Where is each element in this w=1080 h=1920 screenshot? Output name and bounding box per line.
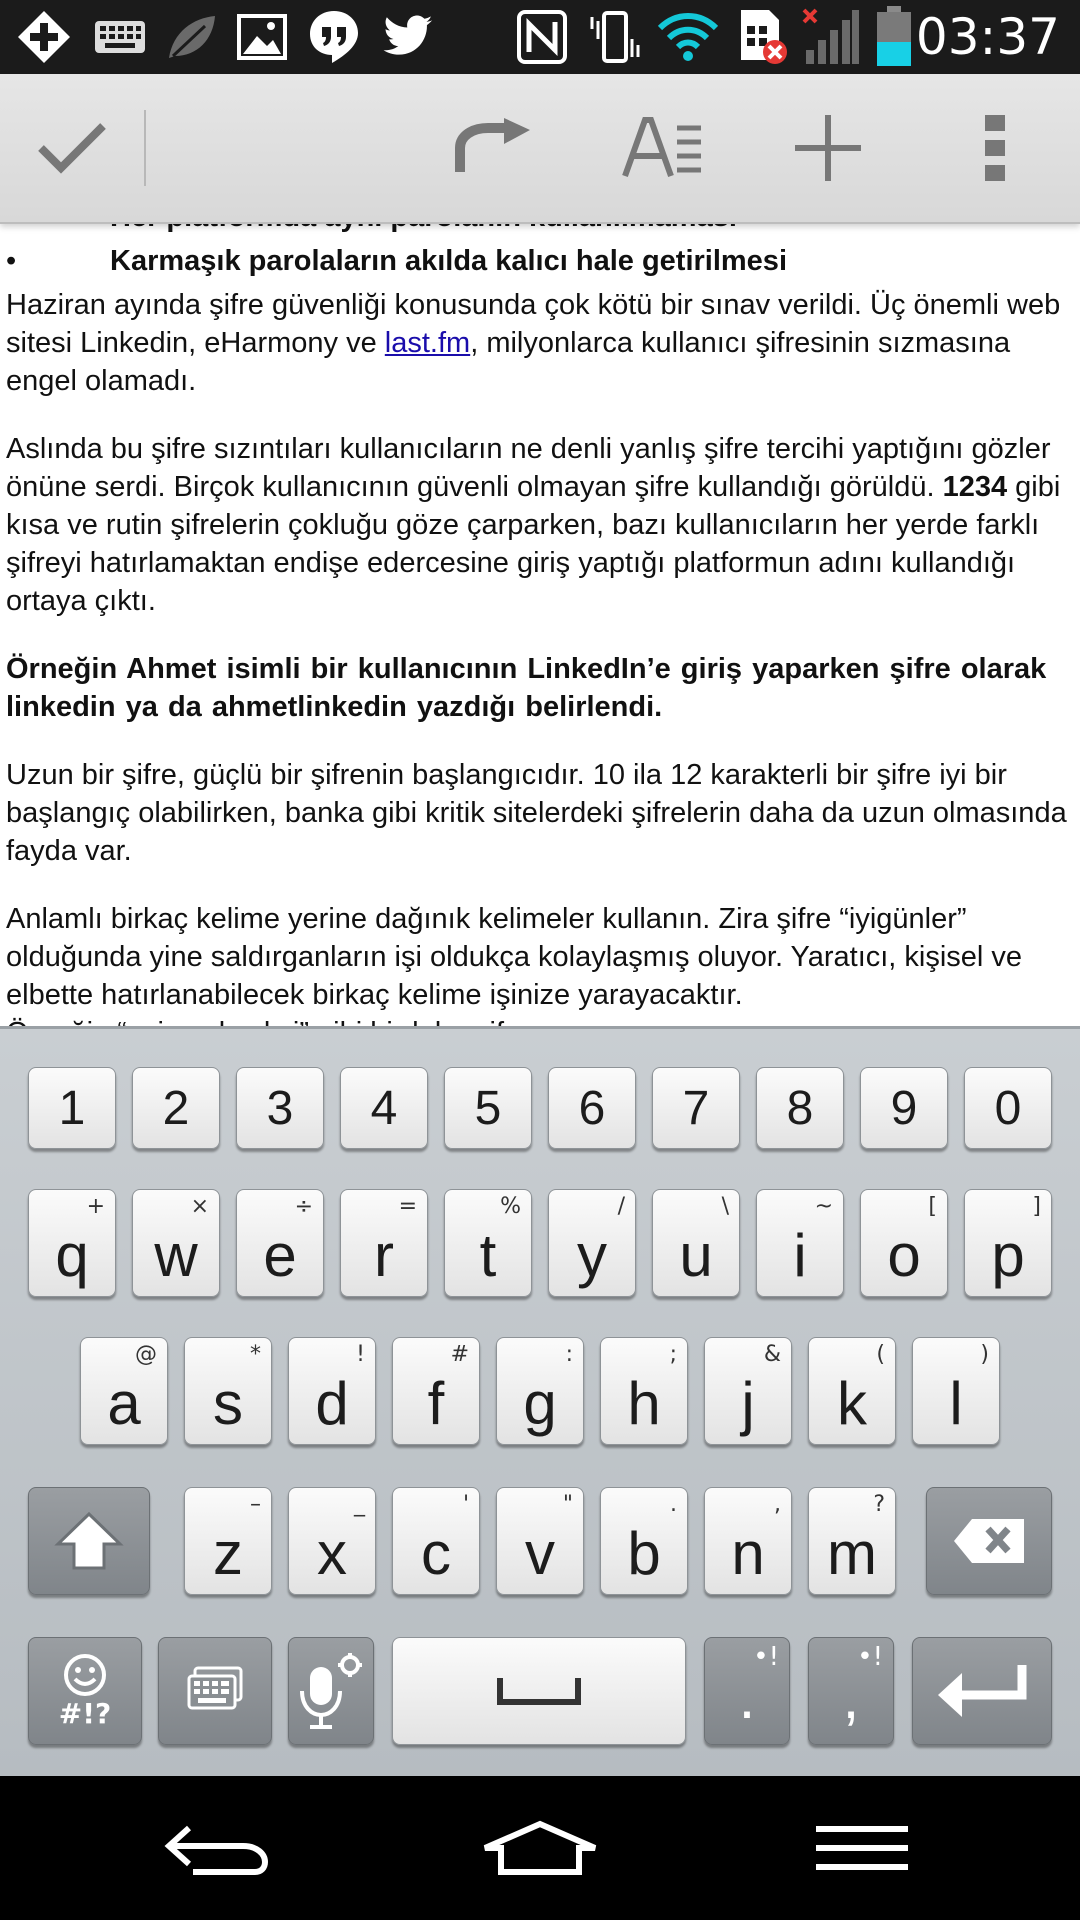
key-label: f xyxy=(427,1370,445,1437)
key-j[interactable] xyxy=(704,1337,792,1445)
navigation-bar xyxy=(0,1776,1080,1920)
done-check-icon[interactable] xyxy=(0,74,144,222)
key-label: o xyxy=(887,1222,921,1289)
key-label: a xyxy=(107,1370,141,1437)
key-label: j xyxy=(741,1370,755,1437)
key-label: 4 xyxy=(370,1081,398,1135)
key-label: 5 xyxy=(474,1081,502,1135)
key-a[interactable] xyxy=(80,1337,168,1445)
twitter-icon xyxy=(378,8,438,66)
key-o[interactable] xyxy=(860,1189,948,1297)
key-label: b xyxy=(627,1520,661,1587)
key-secondary-label: / xyxy=(617,1194,625,1219)
key-n[interactable] xyxy=(704,1487,792,1595)
soft-keyboard xyxy=(0,1026,1080,1779)
key-v[interactable] xyxy=(496,1487,584,1595)
paragraph: Aslında bu şifre sızıntıları kullanıcıların ne denli yanlış şifre tercihi yaptığını gözler önüne serdi. Birçok kullanıcının güvenli olmayan şifre kullandığı görüldü. 1234 gibi kısa ve rutin şifrelerin çokluğu göze çarparken, bazı kullanıcıların her yerde farklı şifreyi hatırlamaktan endişe edercesine giriş yaptığı platformun adını kullandığı ortaya çıktı. xyxy=(6,433,1061,617)
enter-arrow-icon xyxy=(932,1661,1032,1721)
key-b[interactable] xyxy=(600,1487,688,1595)
paragraph: Uzun bir şifre, güçlü bir şifrenin başlangıcıdır. 10 ila 12 karakterli bir şifre iyi bir başlangıç olabilirken, banka gibi kritik sitelerdeki şifrelerin daha da uzun olmasında fayda var. xyxy=(6,759,1067,867)
redo-icon[interactable] xyxy=(430,74,554,222)
key-label: d xyxy=(315,1370,349,1437)
key-q[interactable] xyxy=(28,1189,116,1297)
key-label: p xyxy=(991,1222,1025,1289)
key-secondary-label: ? xyxy=(873,1492,885,1517)
key-label: h xyxy=(627,1370,661,1437)
backspace-key[interactable] xyxy=(926,1487,1052,1595)
key-secondary-label: + xyxy=(86,1194,105,1219)
key-e[interactable] xyxy=(236,1189,324,1297)
key-t[interactable] xyxy=(444,1189,532,1297)
paragraph: Anlamlı birkaç kelime yerine dağınık kelimeler kullanın. Zira şifre “iyigünler” olduğunda yine saldırganların işi oldukça kolaylaşmış oluyor. Yaratıcı, kişisel ve elbette hatırlanabilecek birkaç kelime işinize yarayacaktır. xyxy=(6,903,1023,1011)
sim-error-icon xyxy=(732,8,792,66)
shift-key[interactable] xyxy=(28,1487,150,1595)
space-bar-icon xyxy=(496,1676,582,1706)
keyboard-icon xyxy=(185,1666,245,1716)
key-h[interactable] xyxy=(600,1337,688,1445)
key-7[interactable] xyxy=(652,1067,740,1149)
back-icon[interactable] xyxy=(118,1776,318,1920)
key-secondary-label: " xyxy=(562,1492,573,1517)
voice-input-key[interactable] xyxy=(288,1637,374,1745)
image-icon xyxy=(232,8,292,66)
battery-icon xyxy=(872,8,916,66)
toolbar-divider xyxy=(144,110,146,186)
key-d[interactable] xyxy=(288,1337,376,1445)
enter-key[interactable] xyxy=(912,1637,1052,1745)
smiley-icon xyxy=(63,1653,107,1697)
key-secondary-label: @ xyxy=(135,1342,157,1367)
key-i[interactable] xyxy=(756,1189,844,1297)
key-f[interactable] xyxy=(392,1337,480,1445)
plus-notification-icon xyxy=(14,8,74,66)
emoji-symbols-key[interactable] xyxy=(28,1637,142,1745)
key-label: r xyxy=(374,1222,394,1289)
paragraph: Haziran ayında şifre güvenliği konusunda çok kötü bir sınav verildi. Üç önemli web sitesi Linkedin, eHarmony ve last.fm, milyonlarca kullanıcı şifresinin sızmasına engel olamadı. xyxy=(6,289,1061,397)
hangouts-icon xyxy=(304,8,364,66)
paragraph: Örneğin Ahmet isimli bir kullanıcının LinkedIn’e giriş yaparken şifre olarak linkedin ya da ahmetlinkedin yazdığı belirlendi. xyxy=(6,653,1047,723)
backspace-icon xyxy=(952,1517,1026,1565)
document-area[interactable] xyxy=(0,222,1080,1026)
key-secondary-label: ; xyxy=(669,1342,677,1367)
key-y[interactable] xyxy=(548,1189,636,1297)
key-label: y xyxy=(577,1222,607,1289)
vibrate-icon xyxy=(584,8,646,66)
key-label: u xyxy=(679,1222,713,1289)
key-secondary-label: \ xyxy=(721,1194,729,1219)
key-label: 2 xyxy=(162,1081,190,1135)
key-secondary-label: , xyxy=(774,1492,781,1517)
key-label: 8 xyxy=(786,1081,814,1135)
key-secondary-label: [ xyxy=(928,1194,937,1219)
clock: 03:37 xyxy=(915,8,1060,66)
key-secondary-label: ! xyxy=(356,1342,365,1367)
key-3[interactable] xyxy=(236,1067,324,1149)
key-r[interactable] xyxy=(340,1189,428,1297)
key-9[interactable] xyxy=(860,1067,948,1149)
key-secondary-label: & xyxy=(763,1342,781,1367)
key-secondary-label: – xyxy=(250,1492,261,1517)
key-secondary-label: ) xyxy=(980,1342,989,1367)
key-secondary-label: × xyxy=(190,1194,209,1219)
key-p[interactable] xyxy=(964,1189,1052,1297)
key-label: 7 xyxy=(682,1081,710,1135)
key-8[interactable] xyxy=(756,1067,844,1149)
key-label: 1 xyxy=(58,1081,86,1135)
key-s[interactable] xyxy=(184,1337,272,1445)
text-format-icon[interactable] xyxy=(600,74,724,222)
key-6[interactable] xyxy=(548,1067,636,1149)
key-label: k xyxy=(837,1370,867,1437)
key-label: m xyxy=(827,1520,877,1587)
key-c[interactable] xyxy=(392,1487,480,1595)
key-m[interactable] xyxy=(808,1487,896,1595)
lastfm-link[interactable]: last.fm xyxy=(384,327,471,359)
key-label: e xyxy=(263,1222,297,1289)
key-secondary-label: _ xyxy=(354,1492,365,1517)
key-label: q xyxy=(55,1222,89,1289)
menu-icon[interactable] xyxy=(762,1776,962,1920)
key-1[interactable] xyxy=(28,1067,116,1149)
leaf-icon xyxy=(160,8,224,66)
key-0[interactable] xyxy=(964,1067,1052,1149)
key-label: z xyxy=(213,1520,243,1587)
key-label: 0 xyxy=(994,1081,1022,1135)
key-x[interactable] xyxy=(288,1487,376,1595)
key-u[interactable] xyxy=(652,1189,740,1297)
period-key[interactable]: •! . xyxy=(704,1637,790,1745)
key-2[interactable] xyxy=(132,1067,220,1149)
key-label: l xyxy=(949,1370,963,1437)
key-label: c xyxy=(421,1520,451,1587)
key-secondary-label: . xyxy=(670,1492,677,1517)
key-secondary-label: ÷ xyxy=(294,1194,313,1219)
keyboard-switch-key[interactable] xyxy=(158,1637,272,1745)
bullet-item: • Karmaşık parolaların akılda kalıcı hale getirilmesi xyxy=(6,245,787,277)
key-label: s xyxy=(213,1370,243,1437)
key-secondary-label: ( xyxy=(876,1342,885,1367)
key-k[interactable] xyxy=(808,1337,896,1445)
key-secondary-label: : xyxy=(565,1342,573,1367)
key-secondary-label: # xyxy=(450,1342,469,1367)
nfc-icon xyxy=(512,8,572,66)
key-label: x xyxy=(317,1520,347,1587)
key-label: i xyxy=(793,1222,807,1289)
key-w[interactable] xyxy=(132,1189,220,1297)
editor-toolbar xyxy=(0,74,1080,224)
key-secondary-label: ] xyxy=(1032,1194,1041,1219)
key-label: 6 xyxy=(578,1081,606,1135)
key-l[interactable] xyxy=(912,1337,1000,1445)
overflow-menu-icon[interactable] xyxy=(950,74,1040,222)
status-bar xyxy=(0,0,1080,74)
comma-key[interactable]: •! , xyxy=(808,1637,894,1745)
home-icon[interactable] xyxy=(440,1776,640,1920)
keyboard-notification-icon xyxy=(88,8,152,66)
key-z[interactable] xyxy=(184,1487,272,1595)
key-secondary-label: * xyxy=(250,1342,261,1367)
key-secondary-label: ~ xyxy=(814,1194,833,1219)
key-secondary-label: % xyxy=(500,1194,521,1219)
key-label: w xyxy=(154,1222,198,1289)
key-4[interactable] xyxy=(340,1067,428,1149)
key-label: g xyxy=(523,1370,557,1437)
insert-plus-icon[interactable] xyxy=(766,74,890,222)
key-label: v xyxy=(525,1520,555,1587)
key-5[interactable] xyxy=(444,1067,532,1149)
signal-icon xyxy=(800,8,862,66)
key-label: n xyxy=(731,1520,765,1587)
symbols-label: #!? xyxy=(58,1696,112,1730)
wifi-icon xyxy=(654,8,722,66)
shift-arrow-icon xyxy=(54,1510,124,1572)
key-label: 3 xyxy=(266,1081,294,1135)
microphone-icon xyxy=(298,1651,364,1731)
document-content[interactable] xyxy=(6,198,1070,1052)
key-label: t xyxy=(479,1222,497,1289)
key-label: 9 xyxy=(890,1081,918,1135)
key-secondary-label: ' xyxy=(462,1492,469,1517)
key-secondary-label: = xyxy=(398,1194,417,1219)
key-g[interactable] xyxy=(496,1337,584,1445)
space-key[interactable] xyxy=(392,1637,686,1745)
